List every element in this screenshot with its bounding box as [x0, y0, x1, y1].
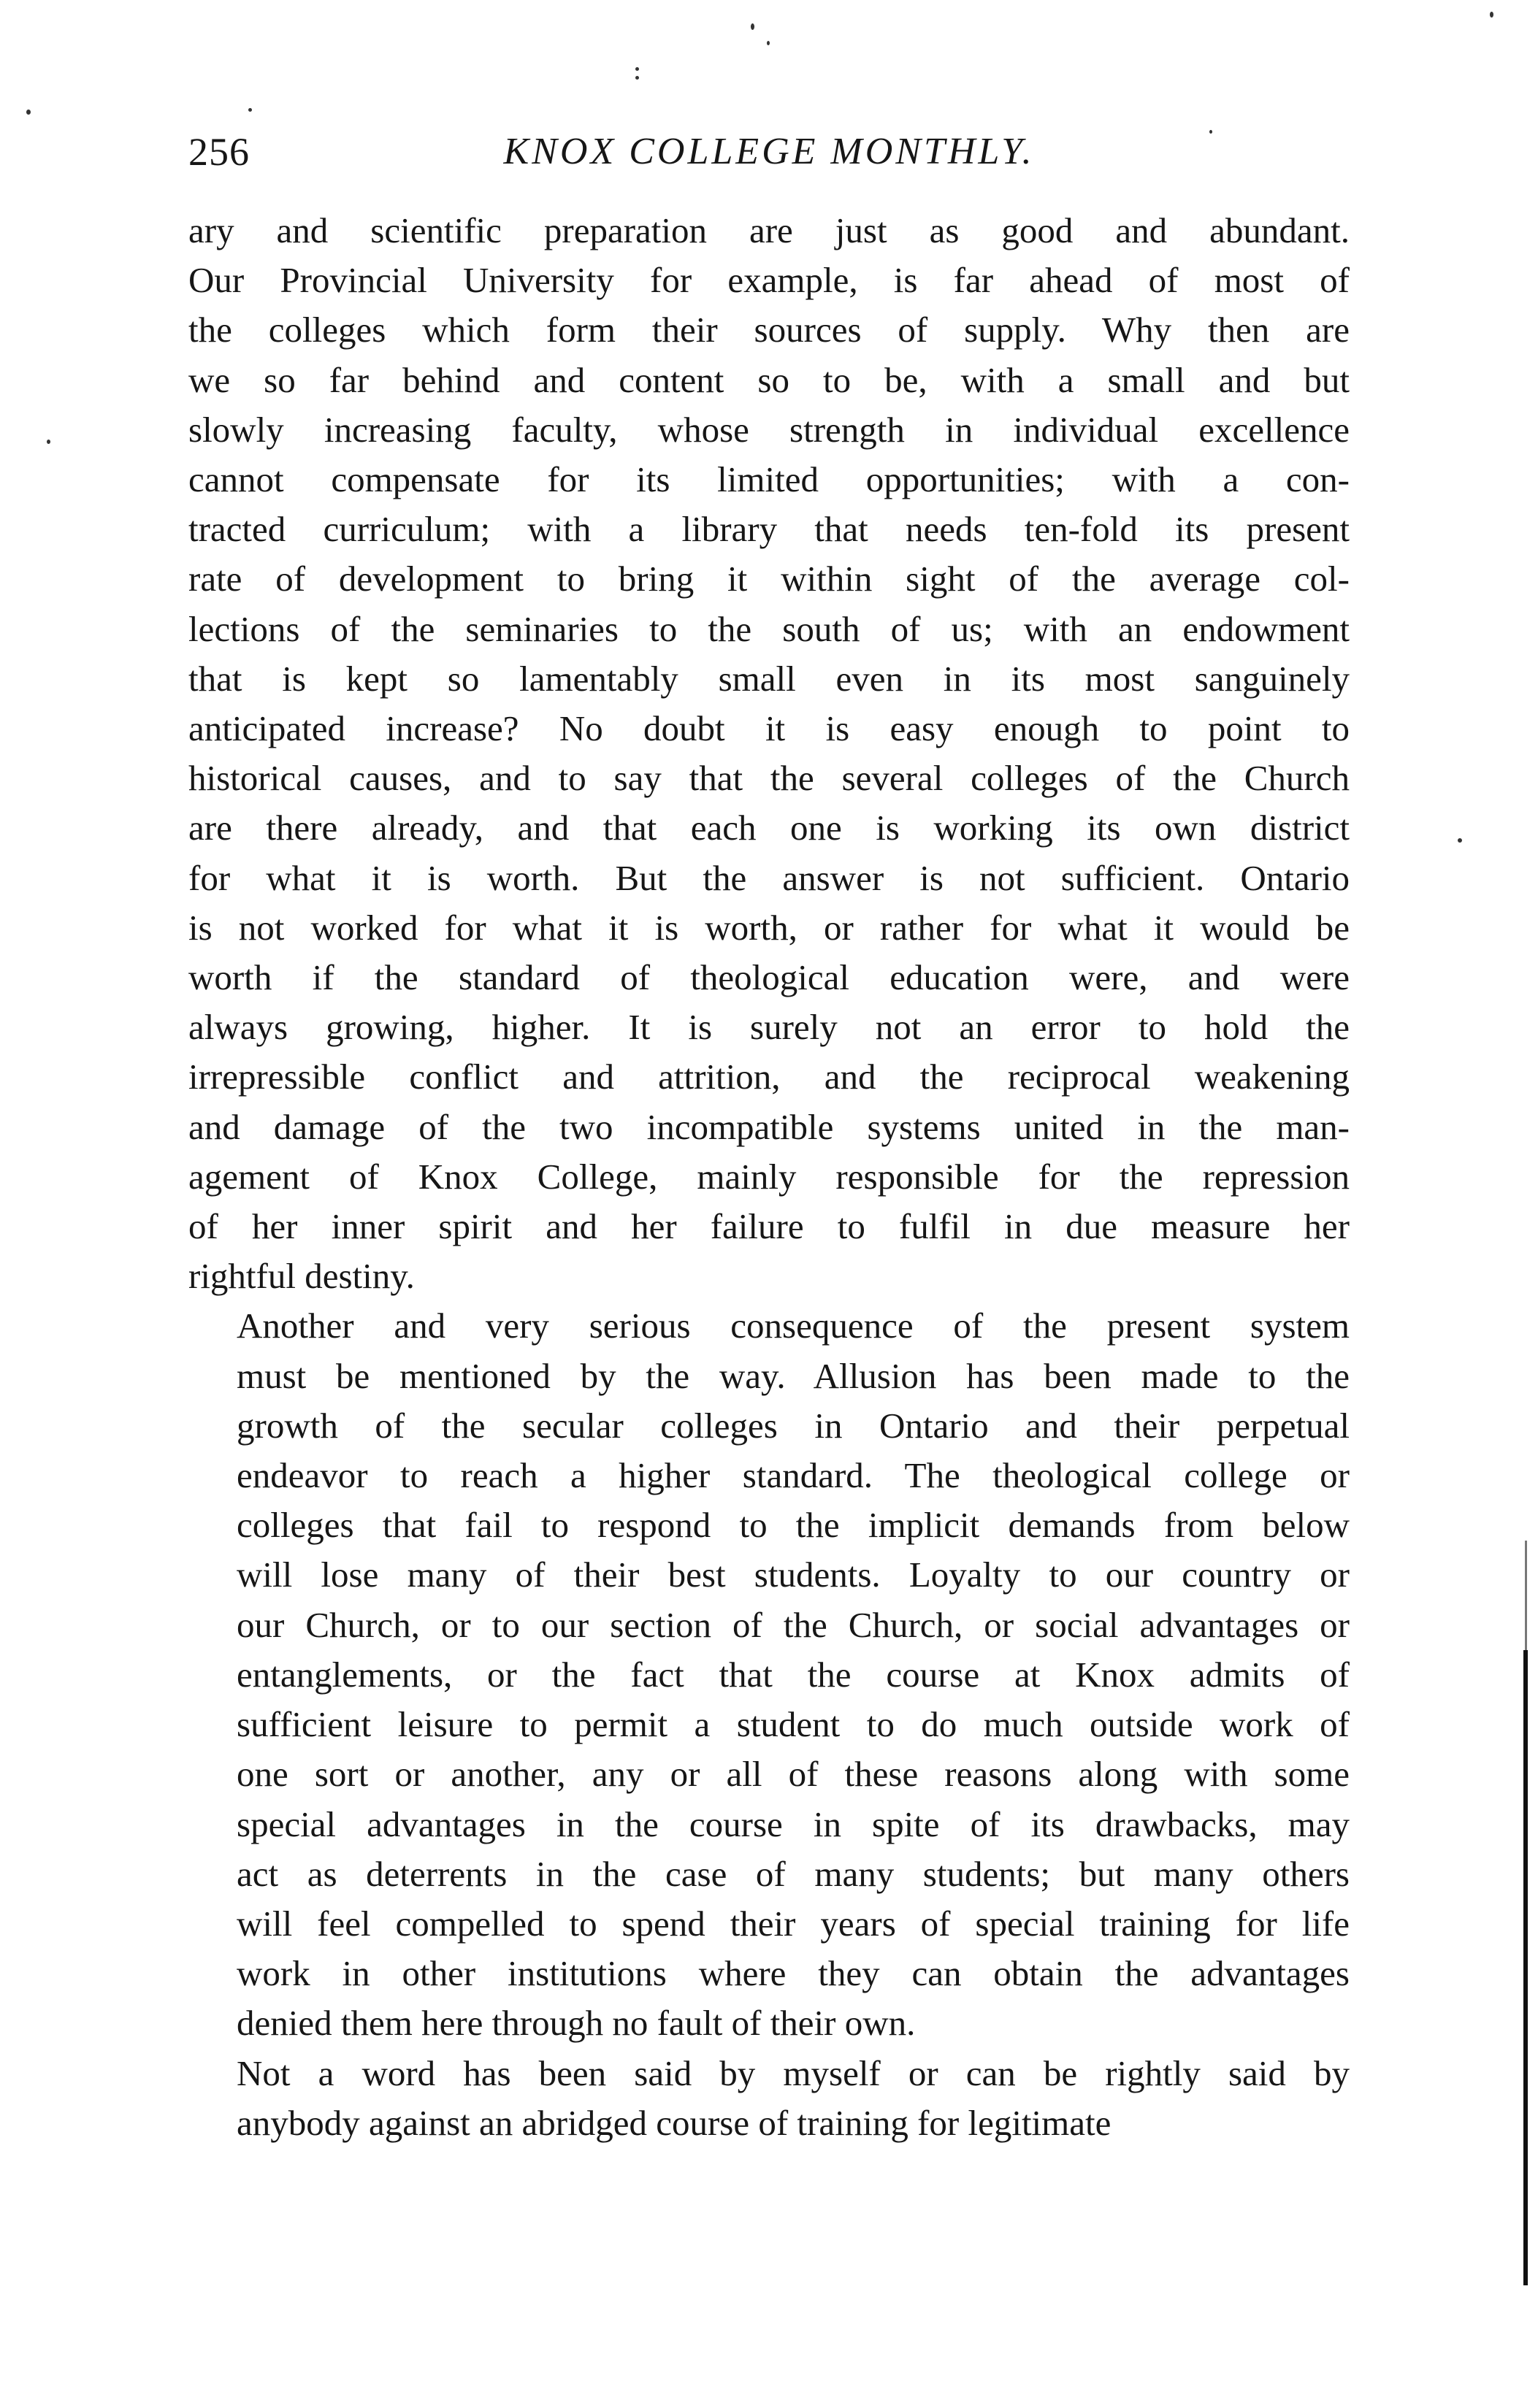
print-speck — [248, 108, 252, 112]
text-line: worth if the standard of theological education were, and were — [188, 957, 1350, 998]
text-line: special advantages in the course in spite of its drawbacks, may — [237, 1803, 1350, 1844]
text-line: our Church, or to our section of the Church, or social advantages or — [237, 1604, 1350, 1645]
text-line: historical causes, and to say that the several colleges of the Church — [188, 758, 1350, 799]
text-line: and damage of the two incompatible systems united in the man- — [188, 1106, 1350, 1147]
text-line: growth of the secular colleges in Ontario and their perpetual — [237, 1405, 1350, 1446]
text-line: rightful destiny. — [188, 1256, 415, 1297]
text-line: always growing, higher. It is surely not an error to hold the — [188, 1007, 1350, 1048]
print-speck — [635, 76, 639, 80]
print-speck — [751, 23, 754, 30]
text-line: ary and scientific preparation are just as good and abundant. — [188, 210, 1350, 250]
print-speck — [767, 41, 770, 45]
text-line: the colleges which form their sources of supply. Why then are — [188, 310, 1350, 350]
text-line: one sort or another, any or all of these reasons along with some — [237, 1754, 1350, 1795]
text-line: will lose many of their best students. Loyalty to our country or — [237, 1554, 1350, 1595]
text-line: slowly increasing faculty, whose strength in individual excellence — [188, 409, 1350, 450]
text-line: is not worked for what it is worth, or rather for what it would be — [188, 907, 1350, 948]
text-line: agement of Knox College, mainly responsible for the repression — [188, 1156, 1350, 1197]
print-speck — [26, 110, 31, 115]
text-line: colleges that fail to respond to the implicit demands from below — [237, 1505, 1350, 1546]
text-line: Our Provincial University for example, is far ahead of most of — [188, 260, 1350, 301]
text-line: sufficient leisure to permit a student to do much outside work of — [237, 1704, 1350, 1745]
text-line: anybody against an abridged course of training for legitimate — [237, 2102, 1112, 2143]
text-line: cannot compensate for its limited opportunities; with a con- — [188, 459, 1350, 500]
text-line: irrepressible conflict and attrition, and the reciprocal weakening — [188, 1057, 1350, 1097]
page-edge-shadow — [1525, 1541, 1527, 1657]
print-speck — [47, 440, 50, 444]
text-line: entanglements, or the fact that the course at Knox admits of — [237, 1654, 1350, 1695]
print-speck — [635, 67, 639, 71]
text-line: must be mentioned by the way. Allusion has been made to the — [237, 1355, 1350, 1396]
text-line: will feel compelled to spend their years of special training for life — [237, 1903, 1350, 1944]
text-line: rate of development to bring it within sight of the average col- — [188, 559, 1350, 599]
text-line: are there already, and that each one is working its own district — [188, 808, 1350, 848]
print-speck — [1458, 838, 1462, 843]
text-line: we so far behind and content so to be, with a small and but — [188, 359, 1350, 400]
text-line: endeavor to reach a higher standard. The theological college or — [237, 1455, 1350, 1496]
text-line: that is kept so lamentably small even in its most sanguinely — [188, 658, 1350, 699]
running-head: KNOX COLLEGE MONTHLY. — [503, 131, 1035, 172]
text-line: denied them here through no fault of their own. — [237, 2003, 916, 2044]
text-line: Not a word has been said by myself or can be rightly said by — [237, 2052, 1350, 2093]
text-line: lections of the seminaries to the south of us; with an endowment — [188, 608, 1350, 649]
page-number: 256 — [188, 130, 250, 174]
page-edge-rule — [1523, 1650, 1528, 2285]
paragraph — [188, 1301, 1350, 2048]
paragraph — [188, 2049, 1350, 2148]
text-line: tracted curriculum; with a library that needs ten-fold its present — [188, 509, 1350, 550]
text-line: anticipated increase? No doubt it is easy enough to point to — [188, 708, 1350, 749]
page-header — [188, 123, 1350, 181]
body-text — [188, 206, 1350, 2148]
text-line: for what it is worth. But the answer is not sufficient. Ontario — [188, 857, 1350, 898]
text-line: Another and very serious consequence of the present system — [237, 1305, 1350, 1346]
paragraph — [188, 206, 1350, 1301]
print-speck — [1490, 12, 1493, 18]
text-line: work in other institutions where they can obtain the advantages — [237, 1953, 1350, 1994]
text-line: act as deterrents in the case of many students; but many others — [237, 1853, 1350, 1894]
text-line: of her inner spirit and her failure to fulfil in due measure her — [188, 1206, 1350, 1247]
